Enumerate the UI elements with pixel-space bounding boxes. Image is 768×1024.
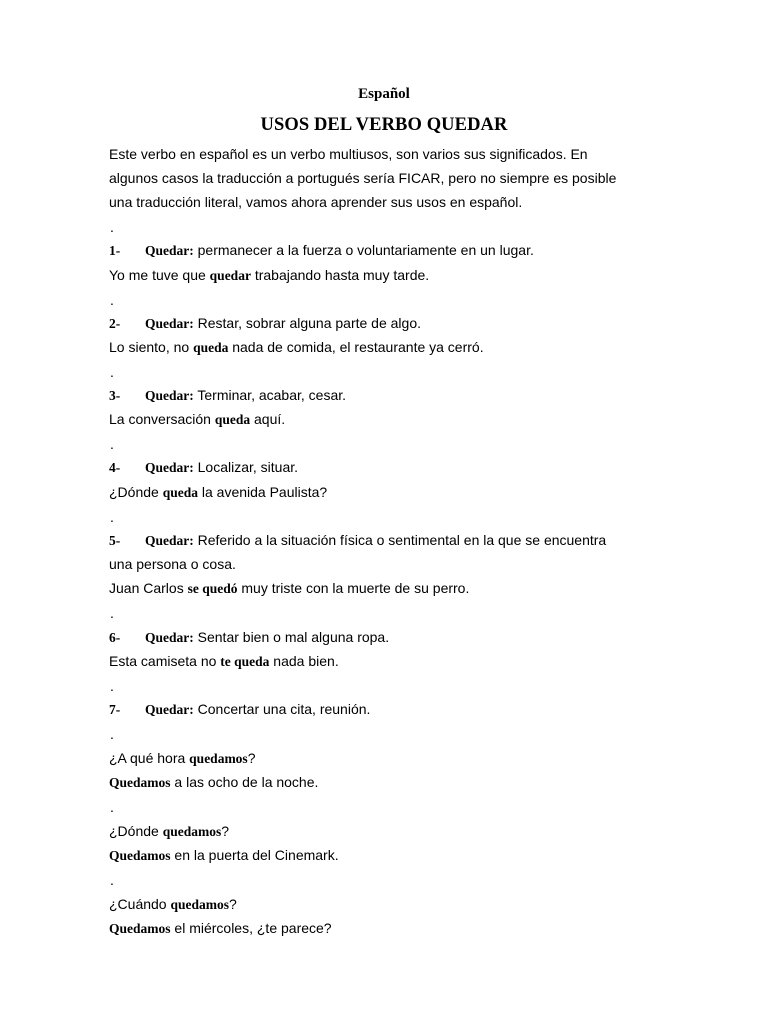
use-6-definition bbox=[109, 629, 669, 646]
example-keyword: queda bbox=[193, 340, 229, 355]
example-text: Yo me tuve que bbox=[109, 267, 210, 283]
separator-dot: . bbox=[110, 678, 114, 694]
example-keyword: quedar bbox=[209, 268, 251, 283]
use-term: Quedar: bbox=[145, 316, 194, 331]
dialogue-keyword: Quedamos bbox=[109, 921, 171, 936]
example-keyword: queda bbox=[162, 485, 198, 500]
separator-dot: . bbox=[110, 509, 114, 525]
dialogue-question bbox=[109, 750, 669, 767]
example-keyword: se quedó bbox=[187, 581, 238, 596]
use-term: Quedar: bbox=[145, 533, 194, 548]
separator-dot: . bbox=[110, 799, 114, 815]
example-text: Esta camiseta no bbox=[109, 653, 221, 669]
use-number: 3- bbox=[109, 388, 121, 403]
dialogue-question bbox=[109, 823, 669, 840]
use-3-definition bbox=[109, 387, 669, 404]
use-number: 5- bbox=[109, 533, 121, 548]
example-text: Juan Carlos bbox=[109, 580, 188, 596]
separator-dot: . bbox=[110, 364, 114, 380]
example-text: nada bien. bbox=[269, 653, 339, 669]
document-title: USOS DEL VERBO QUEDAR bbox=[260, 115, 508, 135]
use-2-definition bbox=[109, 315, 669, 332]
use-number: 1- bbox=[109, 243, 121, 258]
separator-dot: . bbox=[110, 292, 114, 308]
use-1-example bbox=[109, 267, 669, 284]
dialogue-text: a las ocho de la noche. bbox=[170, 774, 319, 790]
example-text: muy triste con la muerte de su perro. bbox=[237, 580, 470, 596]
use-5-definition-cont: una persona o cosa. bbox=[109, 556, 236, 572]
example-text: nada de comida, el restaurante ya cerró. bbox=[228, 339, 484, 355]
use-term: Quedar: bbox=[145, 243, 194, 258]
separator-dot: . bbox=[110, 726, 114, 742]
document-subject: Español bbox=[358, 86, 410, 102]
use-2-example bbox=[109, 339, 669, 356]
use-definition-text: permanecer a la fuerza o voluntariamente en un lugar. bbox=[197, 242, 534, 258]
example-text: la avenida Paulista? bbox=[197, 484, 328, 500]
separator-dot: . bbox=[110, 219, 114, 235]
example-keyword: te queda bbox=[220, 654, 270, 669]
use-number: 7- bbox=[109, 702, 121, 717]
separator-dot: . bbox=[110, 605, 114, 621]
use-term: Quedar: bbox=[145, 460, 194, 475]
use-definition-text: Referido a la situación física o sentimental en la que se encuentra bbox=[197, 532, 607, 548]
dialogue-answer bbox=[109, 847, 669, 864]
use-number: 6- bbox=[109, 630, 121, 645]
dialogue-keyword: quedamos bbox=[170, 897, 229, 912]
use-4-definition bbox=[109, 459, 669, 476]
dialogue-text: en la puerta del Cinemark. bbox=[170, 847, 339, 863]
dialogue-text: ¿Dónde bbox=[109, 823, 163, 839]
dialogue-keyword: quedamos bbox=[189, 751, 248, 766]
separator-dot: . bbox=[110, 872, 114, 888]
dialogue-answer bbox=[109, 774, 669, 791]
use-definition-text: Sentar bien o mal alguna ropa. bbox=[197, 629, 390, 645]
dialogue-text: ? bbox=[247, 750, 256, 766]
use-3-example bbox=[109, 411, 669, 428]
separator-dot: . bbox=[110, 436, 114, 452]
dialogue-keyword: Quedamos bbox=[109, 775, 171, 790]
use-term: Quedar: bbox=[145, 702, 194, 717]
use-7-definition bbox=[109, 701, 669, 718]
example-text: La conversación bbox=[109, 411, 215, 427]
use-6-example bbox=[109, 653, 669, 670]
intro-line: una traducción literal, vamos ahora aprender sus usos en español. bbox=[109, 194, 523, 210]
dialogue-keyword: Quedamos bbox=[109, 848, 171, 863]
dialogue-question bbox=[109, 896, 669, 913]
dialogue-text: el miércoles, ¿te parece? bbox=[170, 920, 332, 936]
example-text: ¿Dónde bbox=[109, 484, 163, 500]
intro-line: algunos casos la traducción a portugués sería FICAR, pero no siempre es posible bbox=[109, 170, 617, 186]
dialogue-text: ? bbox=[221, 823, 230, 839]
dialogue-answer bbox=[109, 920, 669, 937]
use-number: 2- bbox=[109, 316, 121, 331]
use-5-example bbox=[109, 580, 669, 597]
use-definition-text: Restar, sobrar alguna parte de algo. bbox=[197, 315, 422, 331]
use-definition-text: Terminar, acabar, cesar. bbox=[197, 387, 347, 403]
use-5-definition bbox=[109, 532, 669, 549]
use-definition-text: Concertar una cita, reunión. bbox=[197, 701, 371, 717]
use-term: Quedar: bbox=[145, 630, 194, 645]
example-text: trabajando hasta muy tarde. bbox=[250, 267, 430, 283]
use-term: Quedar: bbox=[145, 388, 194, 403]
use-1-definition bbox=[109, 242, 669, 259]
dialogue-text: ? bbox=[229, 896, 237, 912]
example-text: aquí. bbox=[250, 411, 286, 427]
example-text: Lo siento, no bbox=[109, 339, 194, 355]
use-4-example bbox=[109, 484, 669, 501]
use-number: 4- bbox=[109, 460, 121, 475]
dialogue-text: ¿A qué hora bbox=[109, 750, 190, 766]
intro-line: Este verbo en español es un verbo multiusos, son varios sus significados. En bbox=[109, 146, 588, 162]
example-keyword: queda bbox=[214, 412, 251, 427]
use-definition-text: Localizar, situar. bbox=[197, 459, 299, 475]
dialogue-keyword: quedamos bbox=[162, 824, 222, 839]
dialogue-text: ¿Cuándo bbox=[109, 896, 171, 912]
